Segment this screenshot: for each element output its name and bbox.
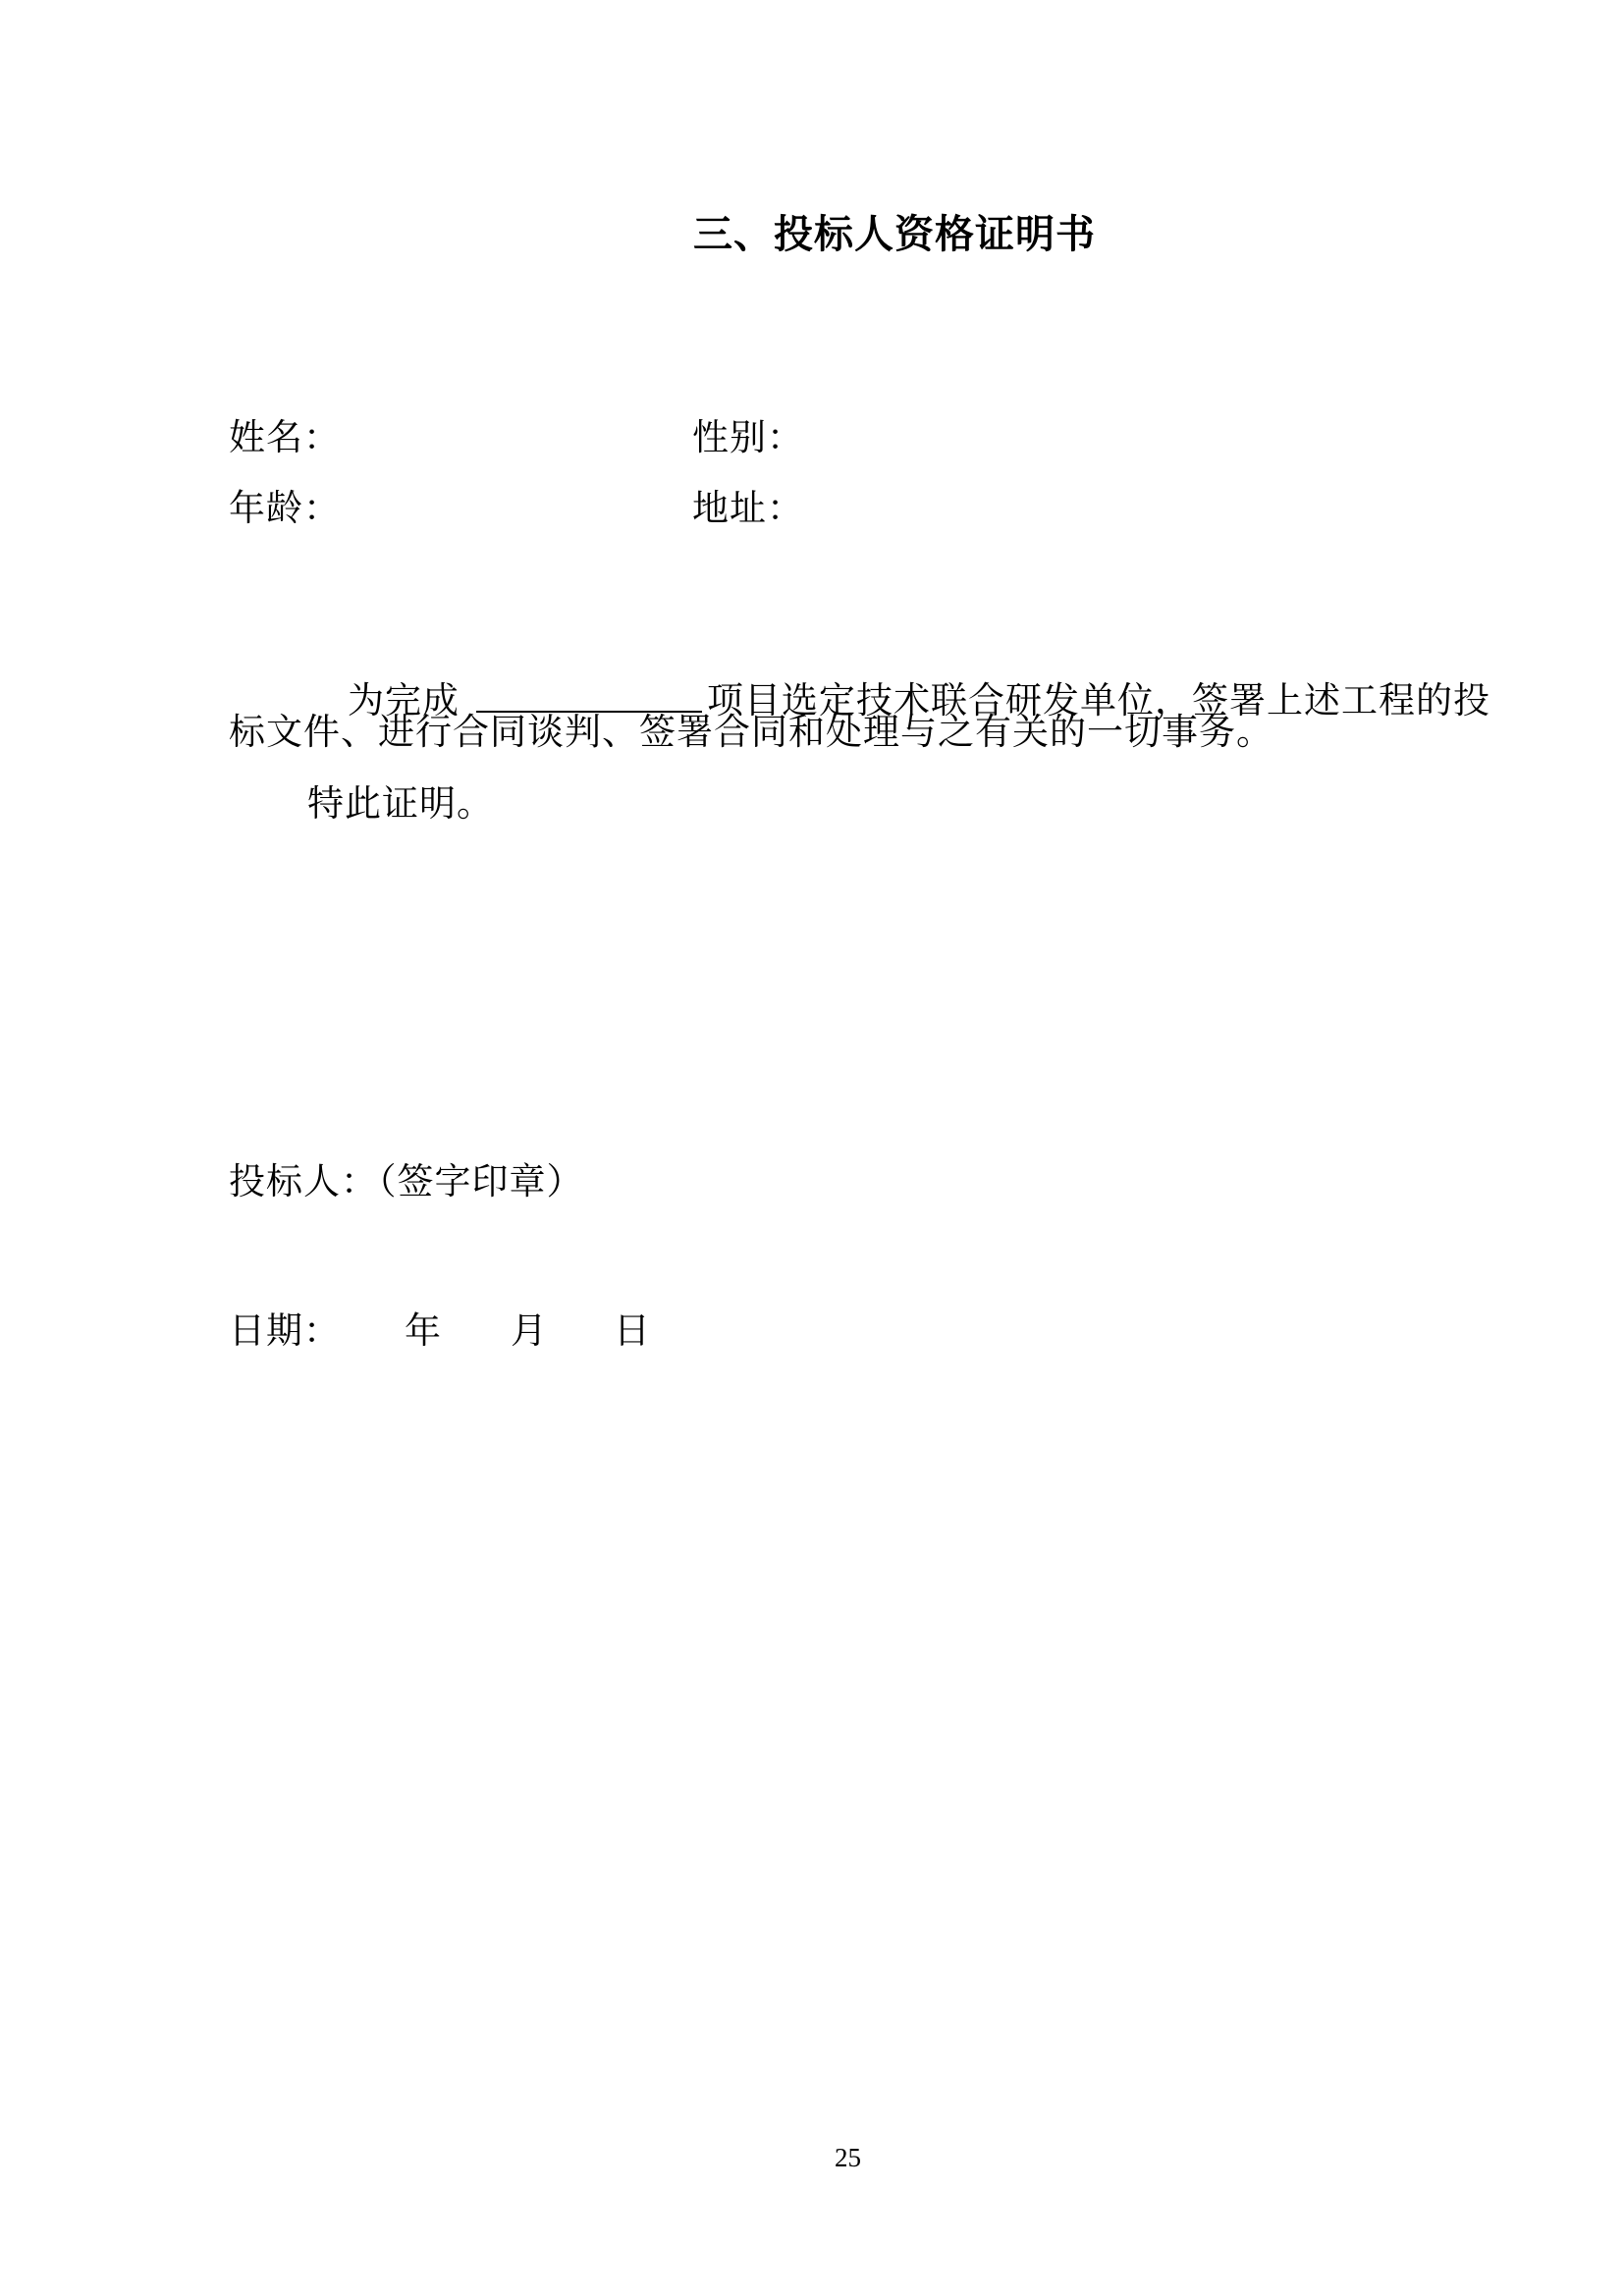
gender-field-label: 性别： [692, 418, 804, 458]
name-field-label: 姓名： [229, 418, 341, 458]
address-field-label: 地址： [692, 489, 804, 529]
fill-in-blank-underline [476, 678, 702, 713]
date-label: 日期： [229, 1311, 341, 1352]
page-number: 25 [835, 2143, 861, 2172]
document-title: 三、投标人资格证明书 [693, 212, 1096, 256]
date-year-label: 年 [405, 1311, 442, 1352]
date-line [229, 1313, 739, 1358]
body-line1-after-blank: 项目选定技术联合研发单位，签署上述工程的投 [707, 681, 1490, 721]
date-month-label: 月 [511, 1311, 548, 1352]
bidder-signature-label: 投标人：（签字印章） [229, 1162, 584, 1202]
age-field-label: 年龄： [229, 489, 341, 529]
body-paragraph-line-2: 标文件、进行合同谈判、签署合同和处理与之有关的一切事务。 [229, 713, 1273, 753]
body-paragraph-line-3: 特此证明。 [307, 784, 494, 825]
date-day-label: 日 [614, 1311, 651, 1352]
body-line1-before-blank: 为完成 [348, 681, 460, 721]
